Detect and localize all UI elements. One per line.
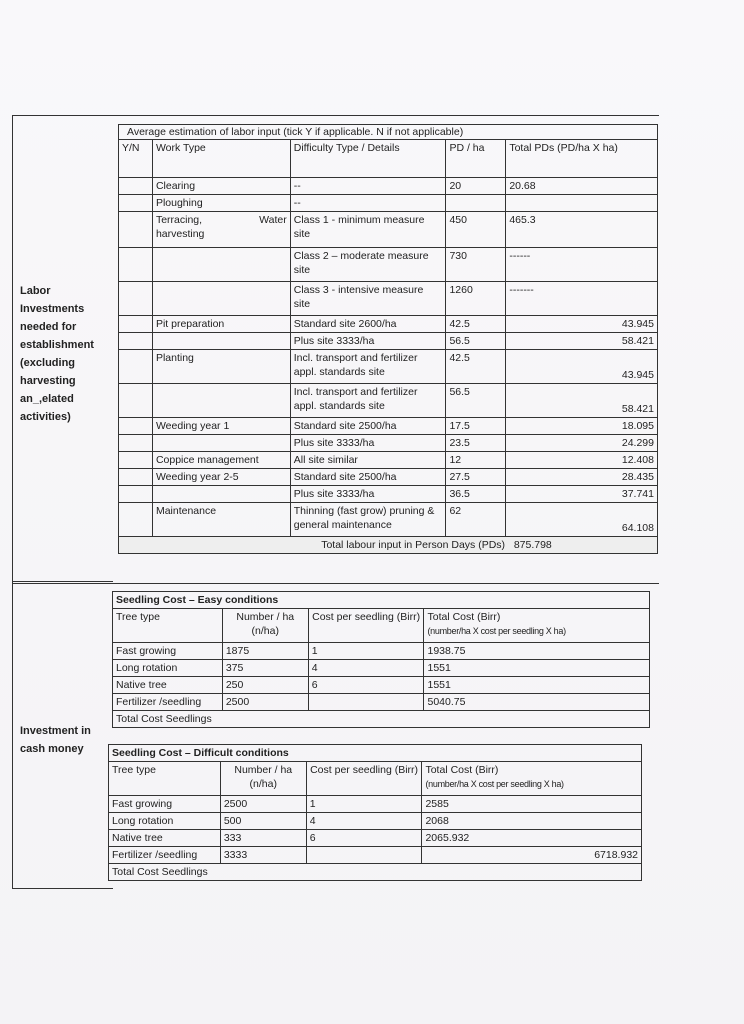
header-work-type: Work Type bbox=[152, 140, 290, 178]
cell-total: 18.095 bbox=[506, 418, 658, 435]
cell-detail: Incl. transport and fertilizer appl. standards site bbox=[290, 350, 446, 384]
table-row: Fertilizer /seedling 3333 6718.932 bbox=[109, 847, 642, 864]
cell-total: 24.299 bbox=[506, 435, 658, 452]
cell-detail: Thinning (fast grow) pruning & general maintenance bbox=[290, 503, 446, 537]
cell-pd: 1260 bbox=[446, 282, 506, 316]
table-row bbox=[119, 333, 658, 350]
cell-total: 20.68 bbox=[506, 178, 658, 195]
cell-pd: 450 bbox=[446, 212, 506, 248]
table-row bbox=[119, 178, 658, 195]
cash-section-label: Investment in cash money bbox=[20, 725, 91, 755]
cell-total: 43.945 bbox=[506, 316, 658, 333]
cell-pd: 17.5 bbox=[446, 418, 506, 435]
cell-work: Weeding year 1 bbox=[152, 418, 290, 435]
cell-detail: Class 3 - intensive measure site bbox=[290, 282, 446, 316]
table-row bbox=[119, 248, 658, 282]
table-row: Fast growing 2500 1 2585 bbox=[109, 796, 642, 813]
cell-pd: 42.5 bbox=[446, 316, 506, 333]
labor-table-title: Average estimation of labor input (tick Y if applicable. N if not applicable) bbox=[119, 125, 658, 140]
total-labor-label: Total labour input in Person Days (PDs) bbox=[321, 539, 506, 551]
cell-total: 43.945 bbox=[506, 350, 658, 384]
total-labor-value: 875.798 bbox=[513, 539, 552, 551]
cell-pd: 27.5 bbox=[446, 469, 506, 486]
cell-work: Coppice management bbox=[152, 452, 290, 469]
cell-work: Pit preparation bbox=[152, 316, 290, 333]
table-row bbox=[119, 486, 658, 503]
header-number: Number / ha (n/ha) bbox=[220, 762, 306, 796]
table-row bbox=[119, 469, 658, 486]
header-cost: Cost per seedling (Birr) bbox=[308, 609, 424, 643]
table-row bbox=[109, 864, 642, 881]
table-row bbox=[119, 537, 658, 554]
difficult-total-label: Total Cost Seedlings bbox=[109, 864, 642, 881]
table-row bbox=[119, 435, 658, 452]
cell-work: Weeding year 2-5 bbox=[152, 469, 290, 486]
table-row: Native tree 250 6 1551 bbox=[113, 677, 650, 694]
cell-work: Maintenance bbox=[152, 503, 290, 537]
cell-total: 28.435 bbox=[506, 469, 658, 486]
labor-table bbox=[118, 124, 658, 554]
difficult-title: Seedling Cost – Difficult conditions bbox=[109, 745, 642, 762]
cell-work: Terracing, Water harvesting bbox=[152, 212, 290, 248]
header-tree: Tree type bbox=[109, 762, 221, 796]
table-row bbox=[119, 384, 658, 418]
header-total: Total Cost (Birr) (number/ha X cost per seedling X ha) bbox=[424, 609, 650, 643]
cell-detail: Plus site 3333/ha bbox=[290, 486, 446, 503]
header-cost: Cost per seedling (Birr) bbox=[306, 762, 422, 796]
cell-total: 64.108 bbox=[506, 503, 658, 537]
cell-detail: Plus site 3333/ha bbox=[290, 333, 446, 350]
cell-total: 58.421 bbox=[506, 384, 658, 418]
table-row bbox=[119, 452, 658, 469]
cell-detail: -- bbox=[290, 195, 446, 212]
cell-detail: Plus site 3333/ha bbox=[290, 435, 446, 452]
header-difficulty: Difficulty Type / Details bbox=[290, 140, 446, 178]
table-row bbox=[119, 282, 658, 316]
table-row: Native tree 333 6 2065.932 bbox=[109, 830, 642, 847]
cell-pd: 730 bbox=[446, 248, 506, 282]
labor-section-label: Labor Investments needed for establishment (excluding harvesting an_,elated activities) bbox=[20, 285, 94, 423]
cell-pd: 20 bbox=[446, 178, 506, 195]
cell-detail: -- bbox=[290, 178, 446, 195]
cell-total: 58.421 bbox=[506, 333, 658, 350]
cell-detail: All site similar bbox=[290, 452, 446, 469]
table-row: Fertilizer /seedling 2500 5040.75 bbox=[113, 694, 650, 711]
cell-pd: 12 bbox=[446, 452, 506, 469]
table-row bbox=[119, 418, 658, 435]
cell-work: Planting bbox=[152, 350, 290, 384]
cell-pd: 36.5 bbox=[446, 486, 506, 503]
easy-seedling-table bbox=[112, 591, 650, 728]
header-total-pds: Total PDs (PD/ha X ha) bbox=[506, 140, 658, 178]
cell-detail: Class 1 - minimum measure site bbox=[290, 212, 446, 248]
difficult-seedling-table bbox=[108, 744, 642, 881]
table-row bbox=[119, 195, 658, 212]
cell-total: 12.408 bbox=[506, 452, 658, 469]
header-tree: Tree type bbox=[113, 609, 223, 643]
cell-pd: 56.5 bbox=[446, 384, 506, 418]
header-yn: Y/N bbox=[119, 140, 153, 178]
table-row: Long rotation 500 4 2068 bbox=[109, 813, 642, 830]
cell-total: ------- bbox=[506, 282, 658, 316]
table-row bbox=[119, 350, 658, 384]
cell-work: Ploughing bbox=[152, 195, 290, 212]
cell-detail: Incl. transport and fertilizer appl. standards site bbox=[290, 384, 446, 418]
table-row: Fast growing 1875 1 1938.75 bbox=[113, 643, 650, 660]
easy-total-label: Total Cost Seedlings bbox=[113, 711, 650, 728]
header-number: Number / ha (n/ha) bbox=[222, 609, 308, 643]
cell-detail: Standard site 2500/ha bbox=[290, 418, 446, 435]
table-row bbox=[113, 711, 650, 728]
table-row: Long rotation 375 4 1551 bbox=[113, 660, 650, 677]
cell-detail: Class 2 – moderate measure site bbox=[290, 248, 446, 282]
cell-pd: 42.5 bbox=[446, 350, 506, 384]
easy-title: Seedling Cost – Easy conditions bbox=[113, 592, 650, 609]
cell-detail: Standard site 2500/ha bbox=[290, 469, 446, 486]
table-row bbox=[119, 503, 658, 537]
cell-work: Clearing bbox=[152, 178, 290, 195]
cell-total: ------ bbox=[506, 248, 658, 282]
header-total: Total Cost (Birr) (number/ha X cost per seedling X ha) bbox=[422, 762, 642, 796]
cell-pd: 62 bbox=[446, 503, 506, 537]
table-row bbox=[119, 212, 658, 248]
cell-detail: Standard site 2600/ha bbox=[290, 316, 446, 333]
cell-pd: 56.5 bbox=[446, 333, 506, 350]
cell-pd: 23.5 bbox=[446, 435, 506, 452]
table-row bbox=[119, 316, 658, 333]
cell-total: 37.741 bbox=[506, 486, 658, 503]
header-pd-ha: PD / ha bbox=[446, 140, 506, 178]
cell-total: 465.3 bbox=[506, 212, 658, 248]
